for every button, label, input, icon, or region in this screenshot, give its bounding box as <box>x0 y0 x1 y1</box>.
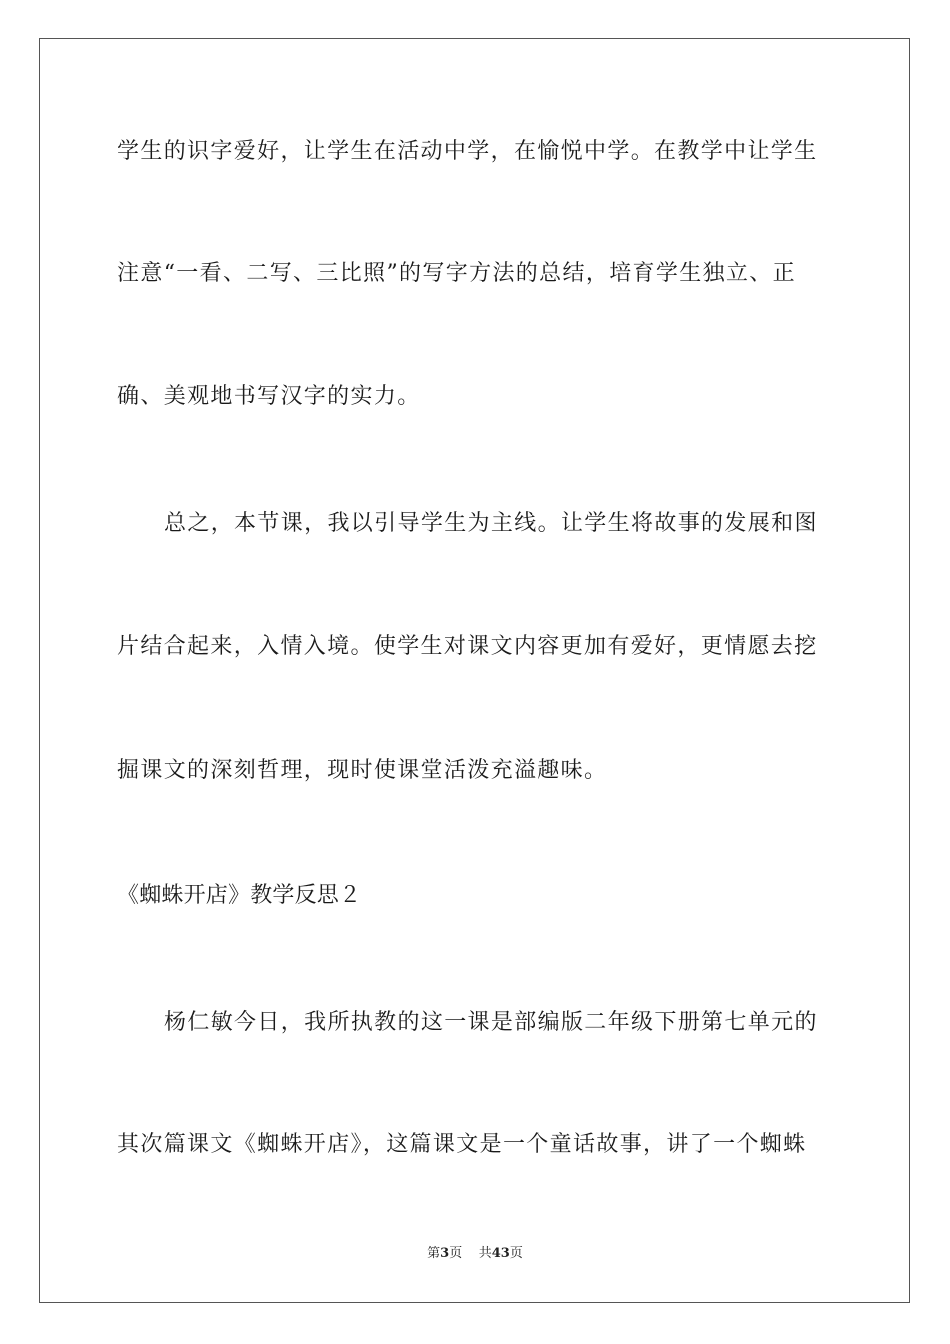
body-text-line: 片结合起来，入情入境。使学生对课文内容更加有爱好，更情愿去挖 <box>117 634 818 659</box>
section-heading: 《蜘蛛开店》教学反思２ <box>117 883 362 908</box>
page-suffix: 页 <box>449 1246 463 1261</box>
paragraph-first-line: 杨仁敏今日，我所执教的这一课是部编版二年级下册第七单元的 <box>164 1010 818 1035</box>
total-suffix: 页 <box>509 1246 523 1261</box>
page-border <box>39 38 910 1303</box>
total-prefix: 共 <box>478 1246 492 1261</box>
paragraph-first-line: 总之，本节课，我以引导学生为主线。让学生将故事的发展和图 <box>164 511 818 536</box>
body-text-line: 注意“一看、二写、三比照”的写字方法的总结，培育学生独立、正 <box>117 261 796 286</box>
body-text-line: 掘课文的深刻哲理，现时使课堂活泼充溢趣味。 <box>117 758 608 783</box>
total-pages: 43 <box>491 1246 510 1261</box>
body-text-line: 其次篇课文《蜘蛛开店》，这篇课文是一个童话故事，讲了一个蜘蛛 <box>117 1132 807 1157</box>
page-footer <box>0 1245 950 1263</box>
page-number: 3 <box>440 1246 450 1261</box>
page-prefix: 第 <box>427 1246 441 1261</box>
body-text-line: 学生的识字爱好，让学生在活动中学，在愉悦中学。在教学中让学生 <box>117 139 818 164</box>
body-text-line: 确、美观地书写汉字的实力。 <box>117 384 421 409</box>
